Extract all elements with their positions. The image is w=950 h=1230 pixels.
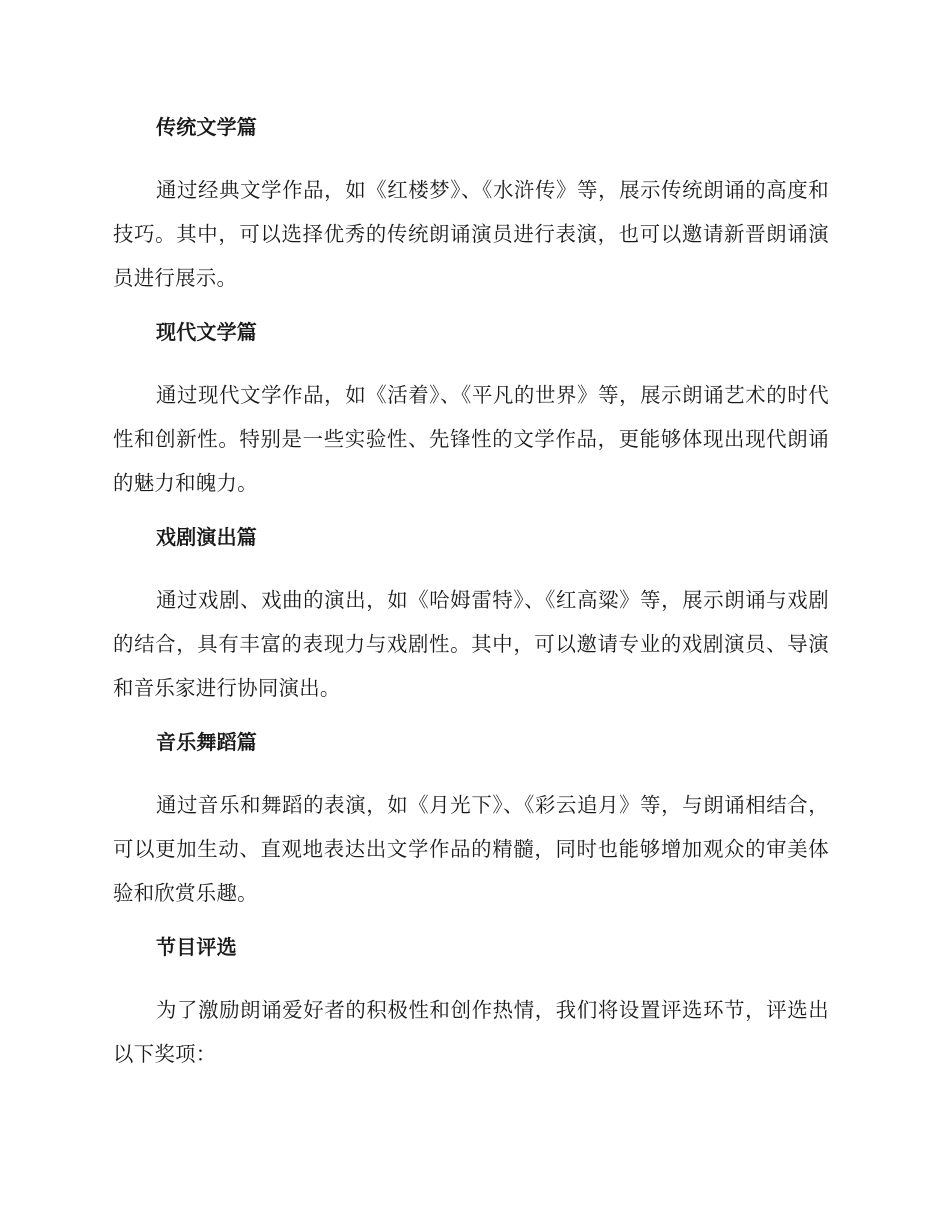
section-music-dance bbox=[113, 725, 829, 915]
section-program-selection bbox=[113, 930, 829, 1076]
section-drama-performance bbox=[113, 520, 829, 710]
section-heading: 现代文学篇 bbox=[156, 320, 257, 344]
section-modern-literature bbox=[113, 315, 829, 505]
section-traditional-literature bbox=[113, 110, 829, 300]
section-paragraph: 为了激励朗诵爱好者的积极性和创作热情，我们将设置评选环节，评选出以下奖项： bbox=[113, 998, 829, 1066]
section-heading: 音乐舞蹈篇 bbox=[156, 730, 257, 754]
section-paragraph: 通过音乐和舞蹈的表演，如《月光下》、《彩云追月》等，与朗诵相结合，可以更加生动、直观地表达出文学作品的精髓，同时也能够增加观众的审美体验和欣赏乐趣。 bbox=[113, 793, 829, 905]
section-heading: 节目评选 bbox=[156, 935, 237, 959]
section-paragraph: 通过现代文学作品，如《活着》、《平凡的世界》等，展示朗诵艺术的时代性和创新性。特别是一些实验性、先锋性的文学作品，更能够体现出现代朗诵的魅力和魄力。 bbox=[113, 383, 829, 495]
section-paragraph: 通过戏剧、戏曲的演出，如《哈姆雷特》、《红高粱》等，展示朗诵与戏剧的结合，具有丰富的表现力与戏剧性。其中，可以邀请专业的戏剧演员、导演和音乐家进行协同演出。 bbox=[113, 588, 829, 700]
section-heading: 戏剧演出篇 bbox=[156, 525, 257, 549]
section-heading: 传统文学篇 bbox=[156, 115, 257, 139]
section-paragraph: 通过经典文学作品，如《红楼梦》、《水浒传》等，展示传统朗诵的高度和技巧。其中，可以选择优秀的传统朗诵演员进行表演，也可以邀请新晋朗诵演员进行展示。 bbox=[113, 178, 829, 290]
